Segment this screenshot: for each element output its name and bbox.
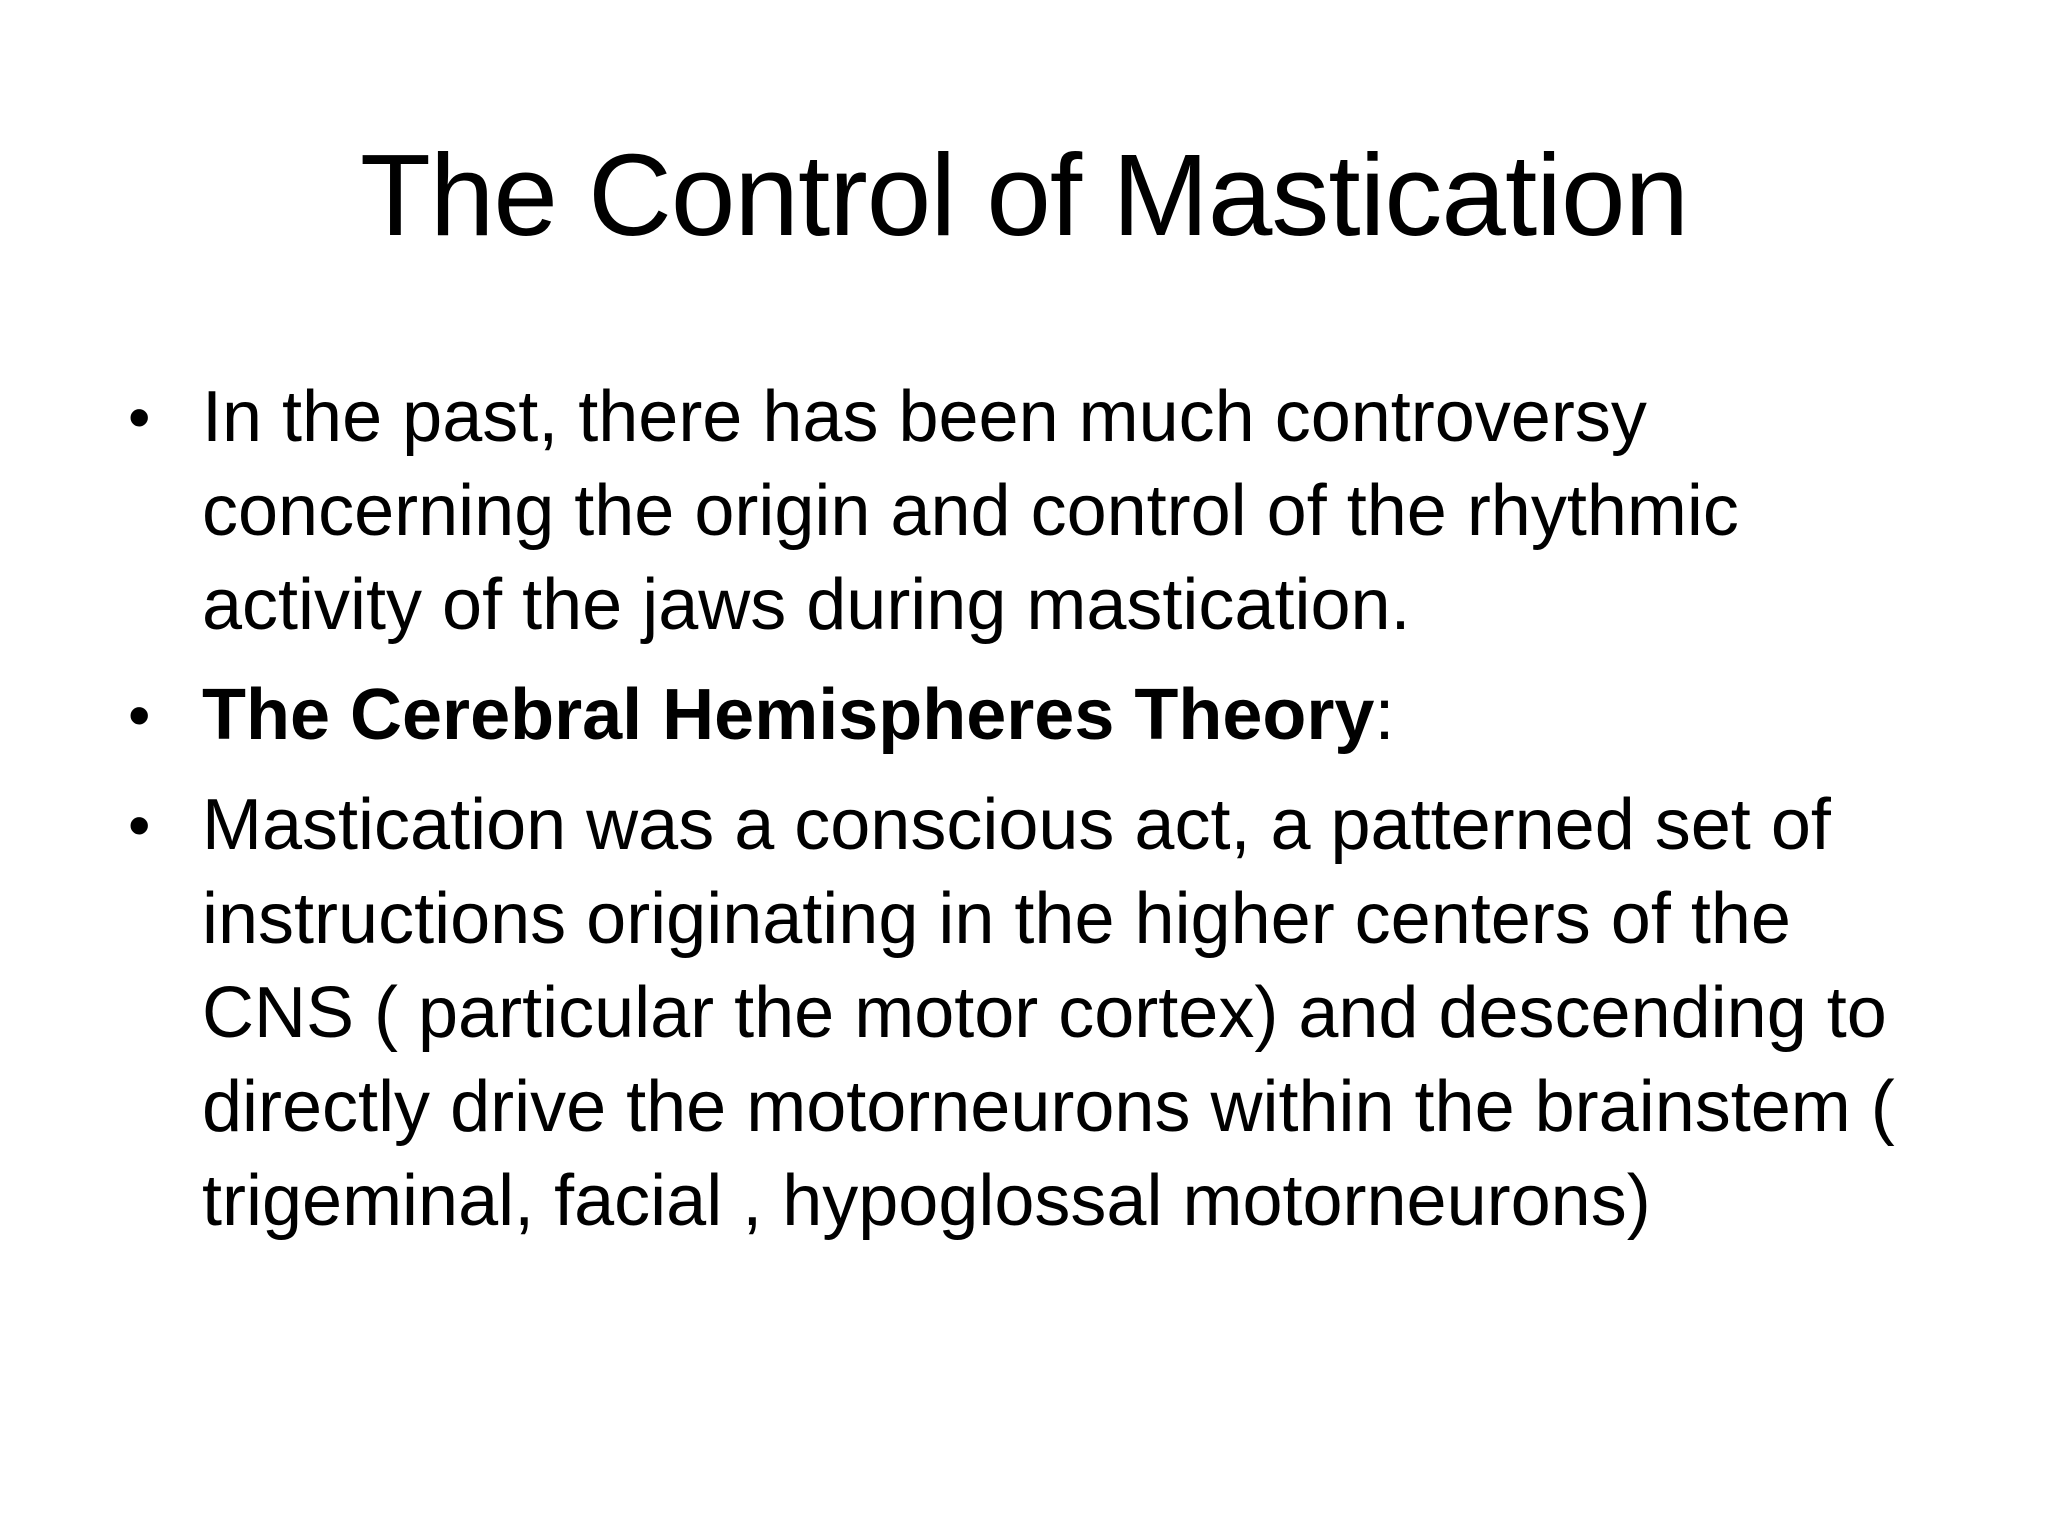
bullet-dot-icon: • — [128, 789, 151, 861]
bullet-dot-icon: • — [128, 381, 151, 453]
theory-colon: : — [1374, 675, 1395, 755]
bullet-text: In the past, there has been much controversy concerning the origin and control of the rhythmic activity of the jaws during mastication. — [202, 377, 1739, 645]
bullet-item-cerebral-theory — [120, 668, 1960, 762]
bullet-item-mastication-conscious-act — [120, 778, 1960, 1248]
theory-heading: The Cerebral Hemispheres Theory — [202, 675, 1375, 755]
bullet-item-past-controversy — [120, 370, 1960, 652]
bullet-list — [120, 370, 1960, 1264]
bullet-dot-icon: • — [128, 679, 151, 751]
slide-title: The Control of Mastication — [360, 130, 1688, 260]
bullet-text: Mastication was a conscious act, a patterned set of instructions originating in the higher centers of the CNS ( particular the motor cortex) and descending to directly drive the motorneurons within the brainstem ( trigeminal, facial , hypoglossal motorneurons) — [202, 785, 1895, 1241]
